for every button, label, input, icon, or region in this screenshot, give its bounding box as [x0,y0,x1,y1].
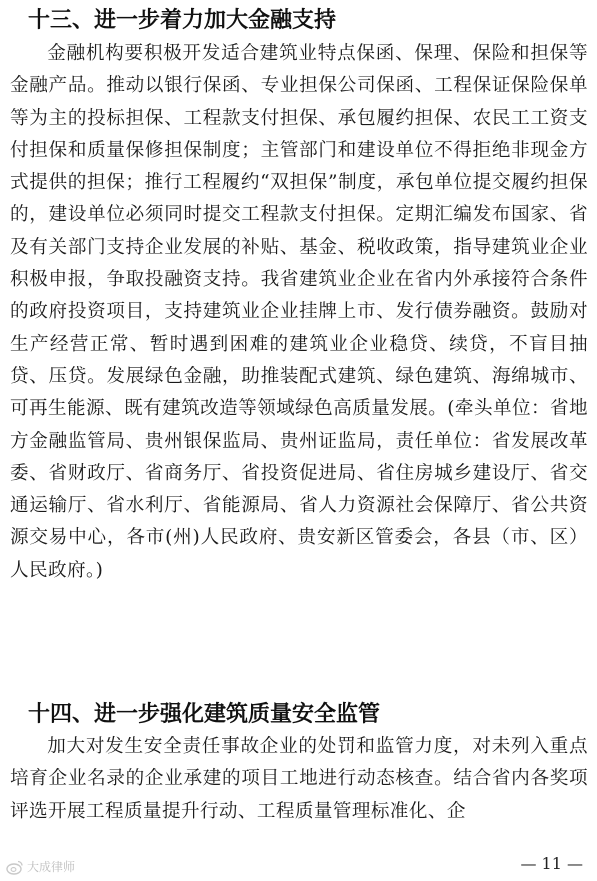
watermark-text: 大成律师 [27,860,76,874]
section-14-heading: 十四、进一步强化建筑质量安全监管 [28,702,381,727]
section-14-paragraph: 加大对发生安全责任事故企业的处罚和监管力度，对未列入重点培育企业名录的企业承建的项目工地进行动态核查。结合省内各奖项评选开展工程质量提升行动、工程质量管理标准化、企 [10,736,588,822]
page-number: — 11 — [520,854,583,873]
watermark [6,858,75,875]
section-13-paragraph: 金融机构要积极开发适合建筑业特点保函、保理、保险和担保等金融产品。推动以银行保函、专业担保公司保函、工程保证保险保单等为主的投标担保、工程款支付担保、承包履约担保、农民工工资支付担保和质量保修担保制度；主管部门和建设单位不得拒绝非现金方式提供的担保；推行工程履约“双担保”制度，承包单位提交履约担保的，建设单位必须同时提交工程款支付担保。定期汇编发布国家、省及有关部门支持企业发展的补贴、基金、税收政策，指导建筑业企业积极申报，争取投融资支持。我省建筑业企业在省内外承接符合条件的政府投资项目，支持建筑业企业挂牌上市、发行债券融资。鼓励对生产经营正常、暂时遇到困难的建筑业企业稳贷、续贷，不盲目抽贷、压贷。发展绿色金融，助推装配式建筑、绿色建筑、海绵城市、可再生能源、既有建筑改造等领域绿色高质量发展。(牵头单位：省地方金融监管局、贵州银保监局、贵州证监局，责任单位：省发展改革委、省财政厅、省商务厅、省投资促进局、省住房城乡建设厅、省交通运输厅、省水利厅、省能源局、省人力资源社会保障厅、省公共资源交易中心，各市(州)人民政府、贵安新区管委会，各县（市、区）人民政府。) [10,43,588,581]
weibo-icon [6,859,24,875]
section-13-heading: 十三、进一步着力加大金融支持 [28,8,337,33]
